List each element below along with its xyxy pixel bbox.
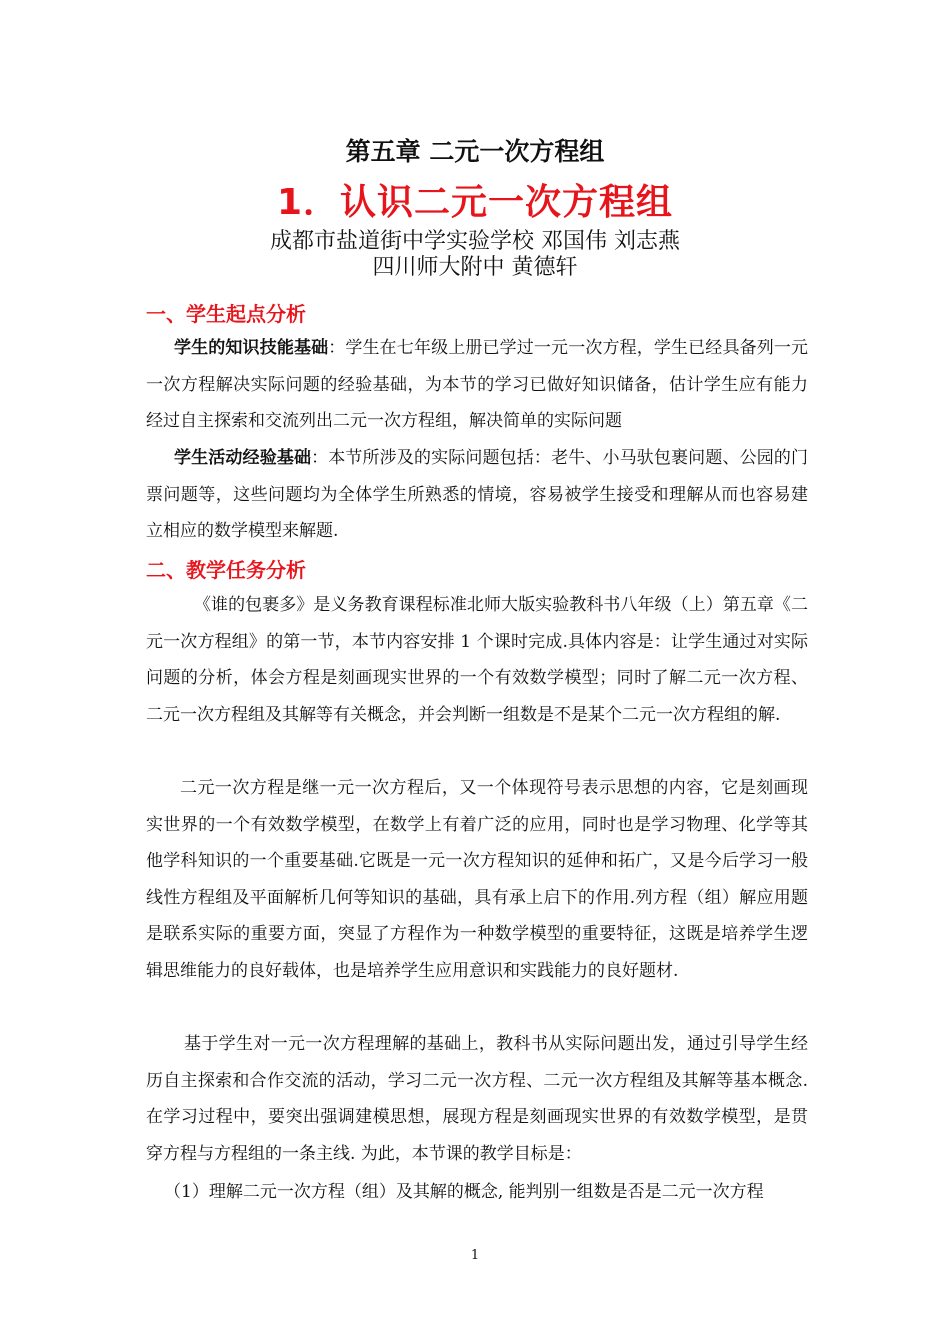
paragraph-label: 学生活动经验基础 <box>174 448 312 468</box>
section-heading-1: 一、学生起点分析 <box>146 302 306 326</box>
paragraph-activity-basis <box>146 440 808 550</box>
lesson-title: 1．认识二元一次方程组 <box>276 182 674 223</box>
page-number: 1 <box>470 1248 480 1263</box>
paragraph-task-3: 基于学生对一元一次方程理解的基础上，教科书从实际问题出发，通过引导学生经历自主探索和合作交流的活动，学习二元一次方程、二元一次方程组及其解等基本概念.在学习过程中，要突出强调建模思想，展现方程是刻画现实世界的有效数学模型，是贯穿方程与方程组的一条主线. 为此，本节课的教学目标是： <box>146 1034 808 1164</box>
paragraph-text: ：本节所涉及的实际问题包括：老牛、小马驮包裹问题、公园的门票问题等，这些问题均为全体学生所熟悉的情境，容易被学生接受和理解从而也容易建立相应的数学模型来解题. <box>146 448 809 541</box>
author-line-2: 四川师大附中 黄德轩 <box>372 255 578 280</box>
section-heading-2: 二、教学任务分析 <box>146 558 306 582</box>
paragraph-task-1: 《谁的包裹多》是义务教育课程标准北师大版实验教科书八年级（上）第五章《二元一次方程组》的第一节，本节内容安排 1 个课时完成.具体内容是：让学生通过对实际问题的分析，体会方程是刻画现实世界的一个有效数学模型；同时了解二元一次方程、二元一次方程组及其解等有关概念，并会判断一组数是不是某个二元一次方程组的解. <box>146 595 808 725</box>
paragraph-text: ：学生在七年级上册已学过一元一次方程，学生已经具备列一元一次方程解决实际问题的经验基础，为本节的学习已做好知识储备，估计学生应有能力经过自主探索和交流列出二元一次方程组，解决简单的实际问题 <box>146 338 808 431</box>
author-line-1: 成都市盐道街中学实验学校 邓国伟 刘志燕 <box>270 229 680 254</box>
paragraph-knowledge-basis <box>146 330 808 440</box>
paragraph-task-2: 二元一次方程是继一元一次方程后，又一个体现符号表示思想的内容，它是刻画现实世界的一个有效数学模型，在数学上有着广泛的应用，同时也是学习物理、化学等其他学科知识的一个重要基础.它既是一元一次方程知识的延伸和拓广，又是今后学习一般线性方程组及平面解析几何等知识的基础，具有承上启下的作用.列方程（组）解应用题是联系实际的重要方面，突显了方程作为一种数学模型的重要特征，这既是培养学生逻辑思维能力的良好载体，也是培养学生应用意识和实践能力的良好题材. <box>146 778 808 981</box>
chapter-title: 第五章 二元一次方程组 <box>345 137 605 166</box>
paragraph-objective-1: （1）理解二元一次方程（组）及其解的概念, 能判别一组数是否是二元一次方程 <box>164 1182 764 1202</box>
paragraph-label: 学生的知识技能基础 <box>174 338 329 358</box>
